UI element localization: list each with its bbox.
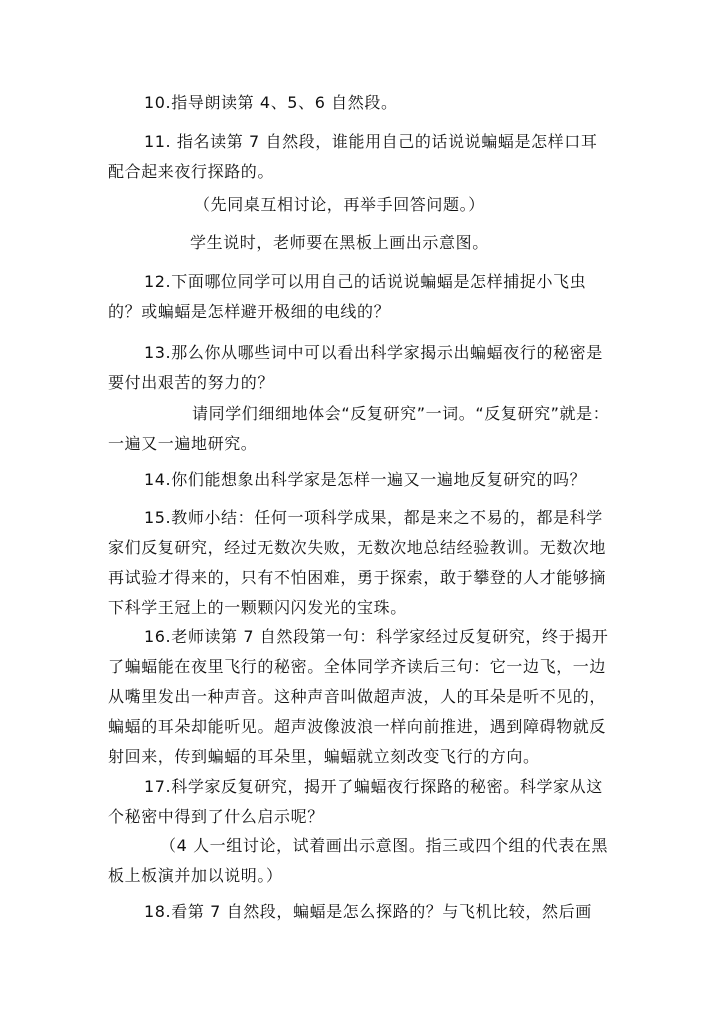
paragraph-13: 13.那么你从哪些词中可以看出科学家揭示出蝙蝠夜行的秘密是要付出艰苦的努力的？ [108,343,603,392]
paragraph-17-note: （4 人一组讨论，试着画出示意图。指三或四个组的代表在黑板上板演并加以说明。） [108,836,609,885]
paragraph-13-note: 请同学们细细地体会“反复研究”一词。“反复研究”就是：一遍又一遍地研究。 [108,404,610,453]
paragraph-11-note: （先同桌互相讨论，再举手回答问题。） [194,195,485,214]
paragraph-11: 11. 指名读第 7 自然段，谁能用自己的话说说蝙蝠是怎样口耳配合起来夜行探路的。 [108,132,598,181]
paragraph-18: 18.看第 7 自然段，蝙蝠是怎么探路的？与飞机比较，然后画 [144,902,592,921]
paragraph-16: 16.老师读第 7 自然段第一句：科学家经过反复研究，终于揭开了蝙蝠能在夜里飞行的秘密。全体同学齐读后三句：它一边飞，一边从嘴里发出一种声音。这种声音叫做超声波，人的耳朵是听不见的，蝙蝠的耳朵却能听见。超声波像波浪一样向前推进，遇到障碍物就反射回来，传到蝙蝠的耳朵里，蝙蝠就立刻改变飞行的方向。 [108,627,609,766]
paragraph-11-teacher-note: 学生说时，老师要在黑板上画出示意图。 [190,233,489,252]
paragraph-12: 12.下面哪位同学可以用自己的话说说蝙蝠是怎样捕捉小飞虫的？或蝙蝠是怎样避开极细的电线的？ [108,272,587,321]
paragraph-10: 10.指导朗读第 4、5、6 自然段。 [144,93,398,112]
paragraph-17: 17.科学家反复研究，揭开了蝙蝠夜行探路的秘密。科学家从这个秘密中得到了什么启示呢？ [108,777,603,826]
paragraph-14: 14.你们能想象出科学家是怎样一遍又一遍地反复研究的吗？ [144,470,587,489]
paragraph-15: 15.教师小结：任何一项科学成果，都是来之不易的，都是科学家们反复研究，经过无数次失败，无数次地总结经验教训。无数次地再试验才得来的，只有不怕困难，勇于探索，敢于攀登的人才能够摘下科学王冠上的一颗颗闪闪发光的宝珠。 [108,508,607,617]
